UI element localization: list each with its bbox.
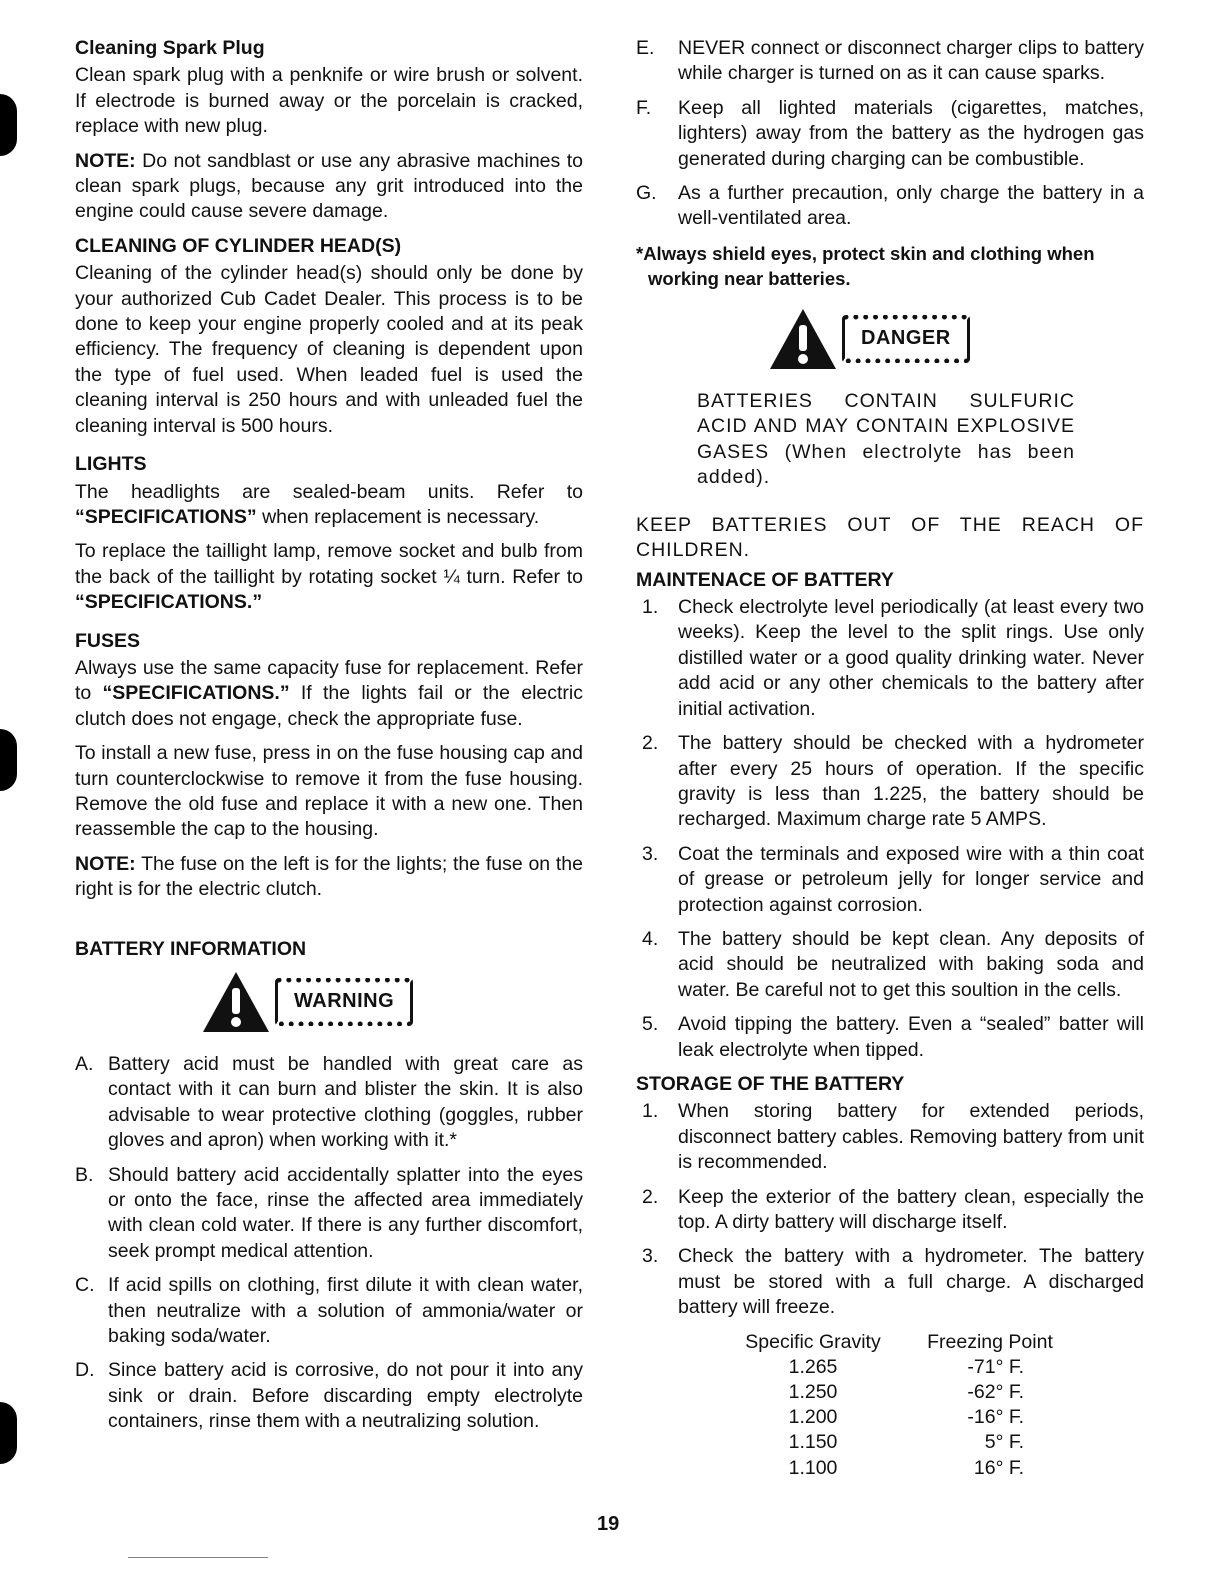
lights-text-part: To replace the taillight lamp, remove socket and bulb from the back of the taillight by rotating socket ¼ turn. Refer to: [75, 540, 583, 588]
specific-gravity-cell: 1.100: [788, 1456, 838, 1479]
list-item-label: F.: [636, 96, 652, 119]
lights-text-part: The headlights are sealed-beam units. Refer to: [75, 480, 583, 503]
list-item-label: D.: [75, 1359, 95, 1382]
list-item-text: Keep all lighted materials (cigarettes, matches, lighters) away from the battery as the hydrogen gas generated during charging can be combustible.: [678, 96, 1144, 170]
danger-text: BATTERIES CONTAIN SULFURIC ACID AND MAY CONTAIN EXPLOSIVE GASES (When electrolyte has been added).: [697, 389, 1075, 489]
list-item-text: Keep the exterior of the battery clean, especially the top. A dirty battery will discharge itself.: [678, 1185, 1144, 1233]
storage-list: [636, 1099, 1144, 1320]
table-row: [706, 1380, 1060, 1405]
list-item: [636, 1185, 1144, 1236]
warning-sign: [201, 970, 583, 1034]
maintenance-list: [636, 595, 1144, 1063]
table-header-row: [706, 1330, 1060, 1355]
list-item: [636, 1244, 1144, 1320]
list-item-label: G.: [636, 182, 657, 205]
list-item-text: Check electrolyte level periodically (at least every two weeks). Keep the level to the split rings. Use only distilled water or a good quality drinking water. Never add acid or any other chemicals to the battery after initial activation.: [678, 596, 1144, 720]
list-item-label: 2.: [642, 732, 659, 755]
charging-precautions-list: [636, 36, 1144, 232]
lights-taillight-text: [75, 539, 583, 615]
binding-hole-mark: [0, 94, 17, 156]
freezing-point-cell: -62° F.: [967, 1381, 1024, 1404]
freezing-point-cell: 16° F.: [973, 1456, 1024, 1479]
list-item: [75, 1358, 583, 1434]
list-item-text: Coat the terminals and exposed wire with a thin coat of grease or petroleum jelly for longer service and protection against corrosion.: [678, 842, 1144, 916]
list-item-label: 3.: [642, 1245, 659, 1268]
danger-label: DANGER: [842, 315, 970, 362]
note-fuses: [75, 852, 583, 903]
table-header: Specific Gravity: [745, 1330, 881, 1353]
lights-headlights-text: [75, 480, 583, 531]
list-item-label: 5.: [642, 1013, 659, 1036]
storage-heading: STORAGE OF THE BATTERY: [636, 1072, 905, 1095]
page-number: 19: [597, 1513, 620, 1535]
maintenance-heading: MAINTENACE OF BATTERY: [636, 568, 894, 591]
list-item-text: Avoid tipping the battery. Even a “sealed” batter will leak electrolyte when tipped.: [678, 1013, 1144, 1061]
warning-triangle-icon: [201, 970, 271, 1034]
list-item: [75, 1163, 583, 1265]
list-item-label: E.: [636, 37, 655, 59]
list-item-label: C.: [75, 1274, 95, 1297]
note-label: NOTE:: [75, 852, 136, 875]
list-item: [636, 1099, 1144, 1175]
table-row: [706, 1456, 1060, 1481]
list-item-text: Battery acid must be handled with great care as contact with it can burn and blister the skin. It is also advisable to wear protective clothing (goggles, rubber gloves and apron) when working with it.*: [108, 1053, 583, 1152]
specific-gravity-cell: 1.200: [788, 1406, 838, 1429]
lights-heading: LIGHTS: [75, 453, 147, 476]
list-item: [75, 1052, 583, 1154]
table-row: [706, 1405, 1060, 1430]
cylinder-text: Cleaning of the cylinder head(s) should only be done by your authorized Cub Cadet Dealer. This process is to be done to keep your engine properly cooled and at its peak efficiency. The frequency of cleaning is dependent upon the type of fuel used. When leaded fuel is used the cleaning interval is 250 hours and with unleaded fuel the cleaning interval is 500 hours.: [75, 262, 583, 437]
list-item-text: Check the battery with a hydrometer. The battery must be stored with a full charge. A discharged battery will freeze.: [678, 1245, 1144, 1319]
left-column: [75, 36, 583, 1444]
spark-plug-text: Clean spark plug with a penknife or wire brush or solvent. If electrode is burned away or the porcelain is cracked, replace with new plug.: [75, 64, 583, 138]
list-item-label: 1.: [642, 596, 659, 619]
list-item-label: 2.: [642, 1185, 659, 1208]
battery-warning-list: [75, 1052, 583, 1435]
list-item-label: A.: [75, 1053, 94, 1075]
table-row: [706, 1430, 1060, 1455]
list-item: [636, 96, 1144, 172]
fuses-text-part: Always use the same capacity fuse for replacement. Refer to: [75, 656, 583, 705]
note-text: The fuse on the left is for the lights; the fuse on the right is for the electric clutch.: [75, 852, 583, 901]
freezing-point-cell: 5° F.: [984, 1431, 1024, 1454]
freezing-point-table: [706, 1330, 1060, 1481]
fuses-text-part: If the lights fail or the electric clutch does not engage, check the appropriate fuse.: [75, 682, 584, 730]
fuses-capacity-text: [75, 656, 583, 732]
note-label: NOTE:: [75, 149, 136, 172]
freezing-point-cell: -16° F.: [967, 1406, 1024, 1429]
list-item-label: 3.: [642, 842, 659, 865]
list-item: [636, 36, 1144, 87]
specific-gravity-cell: 1.265: [788, 1355, 838, 1378]
lights-text-part: when replacement is necessary.: [256, 505, 540, 528]
keep-away-text: KEEP BATTERIES OUT OF THE REACH OF CHILDREN.: [636, 513, 1144, 562]
binding-hole-mark: [0, 729, 17, 791]
right-column: [636, 36, 1144, 1481]
specifications-ref: “SPECIFICATIONS.”: [75, 591, 263, 614]
specific-gravity-cell: 1.250: [788, 1381, 838, 1404]
bottom-rule: [128, 1557, 268, 1558]
fuses-install-text: To install a new fuse, press in on the fuse housing cap and turn counterclockwise to remove it from the fuse housing. Remove the old fuse and replace it with a new one. Then reassemble the cap to the housing.: [75, 742, 583, 841]
freezing-point-cell: -71° F.: [967, 1355, 1024, 1378]
specifications-ref: “SPECIFICATIONS.”: [102, 682, 290, 705]
fuses-heading: FUSES: [75, 629, 141, 652]
list-item-text: If acid spills on clothing, first dilute it with clean water, then neutralize with a solution of ammonia/water or baking soda/water.: [108, 1274, 583, 1348]
cylinder-heading: CLEANING OF CYLINDER HEAD(S): [75, 234, 402, 257]
list-item-text: The battery should be checked with a hydrometer after every 25 hours of operation. If the specific gravity is less than 1.225, the battery should be recharged. Maximum charge rate 5 AMPS.: [678, 732, 1144, 831]
list-item-label: 1.: [642, 1100, 659, 1123]
list-item: [636, 1012, 1144, 1063]
specifications-ref: “SPECIFICATIONS”: [75, 505, 257, 528]
list-item-text: When storing battery for extended periods, disconnect battery cables. Removing battery from unit is recommended.: [678, 1100, 1144, 1174]
binding-hole-mark: [0, 1402, 17, 1464]
specific-gravity-cell: 1.150: [788, 1431, 838, 1454]
list-item-text: Should battery acid accidentally splatter into the eyes or onto the face, rinse the affected area immediately with clean cold water. If there is any further discomfort, seek prompt medical attention.: [108, 1163, 583, 1262]
list-item-label: 4.: [642, 927, 659, 950]
list-item-label: B.: [75, 1163, 94, 1186]
note-text: Do not sandblast or use any abrasive machines to clean spark plugs, because any grit introduced into the engine could cause severe damage.: [75, 149, 583, 223]
list-item-text: NEVER connect or disconnect charger clips to battery while charger is turned on as it can cause sparks.: [678, 37, 1144, 85]
list-item: [636, 731, 1144, 833]
table-row: [706, 1355, 1060, 1380]
list-item: [636, 181, 1144, 232]
list-item-text: The battery should be kept clean. Any deposits of acid should be neutralized with baking soda and water. Be careful not to get this soultion in the cells.: [678, 927, 1144, 1001]
danger-triangle-icon: [768, 307, 838, 371]
caution-note: *Always shield eyes, protect skin and clothing when working near batteries.: [636, 242, 1095, 289]
spark-plug-heading: Cleaning Spark Plug: [75, 37, 265, 59]
list-item: [636, 595, 1144, 722]
danger-sign: [768, 307, 1144, 371]
note-abrasive: [75, 149, 583, 225]
table-header: Freezing Point: [927, 1330, 1053, 1353]
battery-info-heading: BATTERY INFORMATION: [75, 937, 307, 960]
list-item: [636, 927, 1144, 1003]
list-item-text: Since battery acid is corrosive, do not pour it into any sink or drain. Before discarding empty electrolyte containers, rinse them with a neutralizing solution.: [108, 1359, 583, 1433]
warning-label: WARNING: [275, 978, 413, 1025]
list-item: [75, 1273, 583, 1349]
list-item-text: As a further precaution, only charge the battery in a well-ventilated area.: [678, 182, 1144, 230]
list-item: [636, 842, 1144, 918]
